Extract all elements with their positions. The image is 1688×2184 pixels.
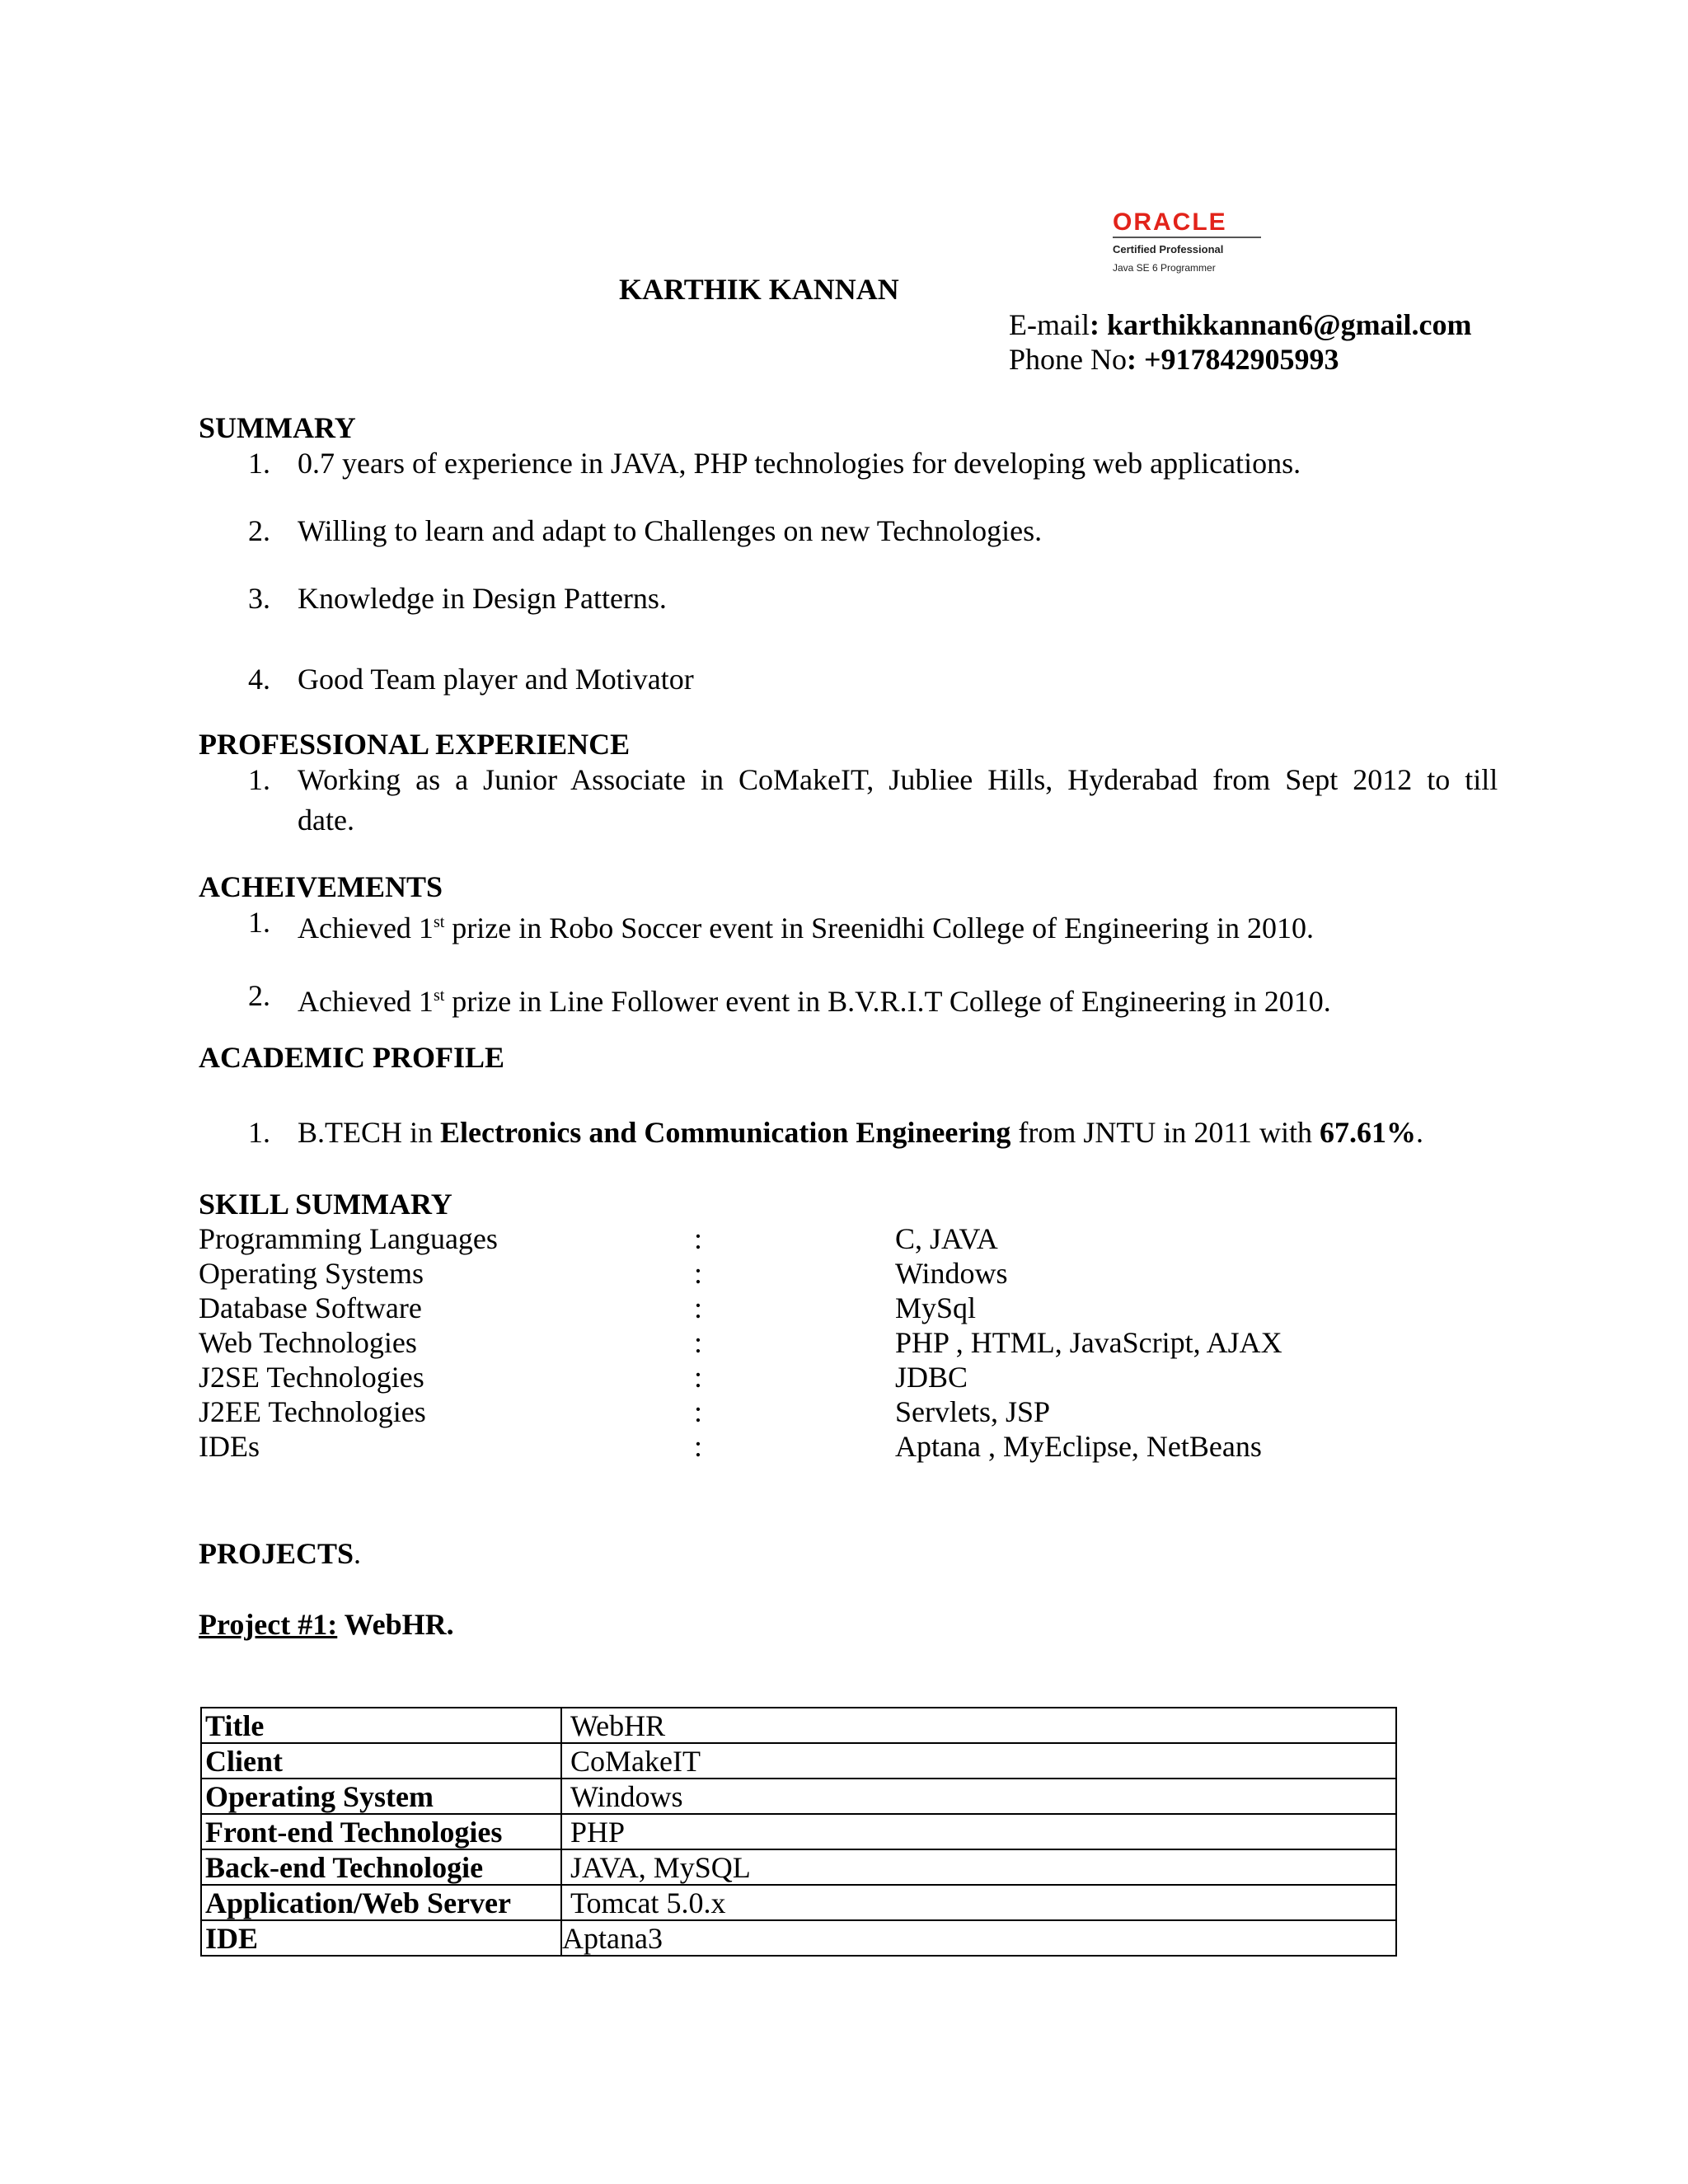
candidate-name: KARTHIK KANNAN [619, 273, 899, 306]
table-key-cell: Title [201, 1708, 561, 1743]
branch-text: Electronics and Communication Engineering [440, 1116, 1011, 1149]
achievements-heading: ACHEIVEMENTS [199, 870, 443, 903]
phone-label: Phone No [1009, 343, 1127, 376]
item-text-line2: date. [298, 804, 354, 837]
skill-label: IDEs [199, 1430, 260, 1463]
summary-list [199, 443, 1301, 700]
phone-line [1009, 342, 1339, 377]
item-text: Achieved 1 [298, 912, 434, 944]
skill-separator: : [694, 1361, 703, 1394]
table-value-cell: Aptana3 [561, 1920, 1396, 1956]
skill-value: MySql [895, 1291, 977, 1324]
skill-row [199, 1291, 1353, 1325]
skill-label: Operating Systems [199, 1257, 424, 1290]
email-label: E-mail [1009, 308, 1090, 341]
experience-list [199, 760, 1498, 841]
item-number: 1. [248, 447, 270, 480]
item-number: 1. [248, 763, 270, 796]
academic-end-text: . [1416, 1116, 1424, 1149]
achievements-list [199, 902, 1331, 1022]
table-value-cell: JAVA, MySQL [561, 1849, 1396, 1885]
table-key-cell: Client [201, 1743, 561, 1779]
experience-heading: PROFESSIONAL EXPERIENCE [199, 728, 631, 761]
table-value-cell: Tomcat 5.0.x [561, 1885, 1396, 1920]
skill-value: Servlets, JSP [895, 1395, 1051, 1428]
skill-row [199, 1429, 1353, 1464]
skill-label: Web Technologies [199, 1326, 417, 1359]
phone-value: : +917842905993 [1127, 343, 1339, 376]
summary-heading: SUMMARY [199, 411, 356, 444]
item-text: 0.7 years of experience in JAVA, PHP technologies for developing web applications. [298, 447, 1301, 480]
skill-label: J2SE Technologies [199, 1361, 424, 1394]
academic-middle-text: from JNTU in 2011 with [1010, 1116, 1320, 1149]
projects-heading-line [199, 1536, 361, 1571]
list-item [199, 902, 1331, 949]
skill-row [199, 1394, 1353, 1429]
table-row [201, 1849, 1396, 1885]
list-item [199, 511, 1301, 551]
skill-value: C, JAVA [895, 1222, 998, 1255]
project-number-label: Project #1: [199, 1608, 338, 1641]
projects-heading-period: . [354, 1537, 362, 1570]
item-number: 2. [248, 979, 270, 1012]
skill-row [199, 1360, 1353, 1394]
table-key-cell: Back-end Technologie [201, 1849, 561, 1885]
logo-program-text: Java SE 6 Programmer [1113, 262, 1216, 274]
item-number: 1. [248, 906, 270, 939]
skill-label: J2EE Technologies [199, 1395, 426, 1428]
project-name: WebHR. [337, 1608, 454, 1641]
academic-heading: ACADEMIC PROFILE [199, 1041, 505, 1074]
skill-value: PHP , HTML, JavaScript, AJAX [895, 1326, 1282, 1359]
skill-row [199, 1325, 1353, 1360]
academic-list [199, 1113, 1423, 1153]
superscript: st [433, 913, 445, 931]
item-number: 4. [248, 663, 270, 696]
item-number: 2. [248, 514, 270, 547]
score-text: 67.61% [1320, 1116, 1417, 1149]
item-text: prize in Robo Soccer event in Sreenidhi College of Engineering in 2010. [444, 912, 1315, 944]
list-item [199, 976, 1331, 1022]
table-value-cell: Windows [561, 1779, 1396, 1814]
degree-text: B.TECH in [298, 1116, 441, 1149]
skill-row [199, 1256, 1353, 1291]
item-text: Achieved 1 [298, 985, 434, 1018]
item-number: 3. [248, 582, 270, 615]
oracle-certification-logo [1113, 210, 1261, 288]
item-text: Knowledge in Design Patterns. [298, 582, 667, 615]
logo-cert-text: Certified Professional [1113, 243, 1224, 255]
table-key-cell: Application/Web Server [201, 1885, 561, 1920]
table-value-cell: PHP [561, 1814, 1396, 1849]
list-item [199, 579, 1301, 619]
table-row [201, 1708, 1396, 1743]
email-line [1009, 307, 1472, 342]
skill-label: Database Software [199, 1291, 422, 1324]
skill-value: Windows [895, 1257, 1008, 1290]
list-item [199, 760, 1498, 841]
email-value: : karthikkannan6@gmail.com [1089, 308, 1472, 341]
item-text-line1: Working as a Junior Associate in CoMakeIT, Jubliee Hills, Hyderabad from Sept 2012 to till [298, 763, 1498, 796]
list-item [199, 443, 1301, 484]
skill-separator: : [694, 1257, 703, 1290]
oracle-brand-text: ORACLE [1113, 209, 1227, 236]
skill-value: JDBC [895, 1361, 968, 1394]
project-title-line [199, 1607, 454, 1642]
table-key-cell: IDE [201, 1920, 561, 1956]
table-row [201, 1779, 1396, 1814]
table-key-cell: Front-end Technologies [201, 1814, 561, 1849]
table-value-cell: CoMakeIT [561, 1743, 1396, 1779]
item-number: 1. [248, 1116, 270, 1149]
skill-separator: : [694, 1430, 703, 1463]
skills-heading: SKILL SUMMARY [199, 1188, 452, 1221]
item-text: prize in Line Follower event in B.V.R.I.T College of Engineering in 2010. [444, 985, 1331, 1018]
skill-separator: : [694, 1326, 703, 1359]
skill-row [199, 1221, 1353, 1256]
table-key-cell: Operating System [201, 1779, 561, 1814]
skill-separator: : [694, 1222, 703, 1255]
skill-separator: : [694, 1291, 703, 1324]
list-item [199, 1113, 1423, 1153]
table-row [201, 1920, 1396, 1956]
skill-label: Programming Languages [199, 1222, 498, 1255]
skill-separator: : [694, 1395, 703, 1428]
superscript: st [433, 987, 445, 1005]
table-value-cell: WebHR [561, 1708, 1396, 1743]
table-row [201, 1814, 1396, 1849]
projects-heading: PROJECTS [199, 1537, 354, 1570]
item-text: Good Team player and Motivator [298, 663, 694, 696]
skill-value: Aptana , MyEclipse, NetBeans [895, 1430, 1262, 1463]
table-row [201, 1743, 1396, 1779]
list-item [199, 659, 1301, 700]
project-details-table [200, 1707, 1397, 1957]
table-row [201, 1885, 1396, 1920]
logo-divider [1113, 237, 1261, 238]
item-text: Willing to learn and adapt to Challenges on new Technologies. [298, 514, 1043, 547]
